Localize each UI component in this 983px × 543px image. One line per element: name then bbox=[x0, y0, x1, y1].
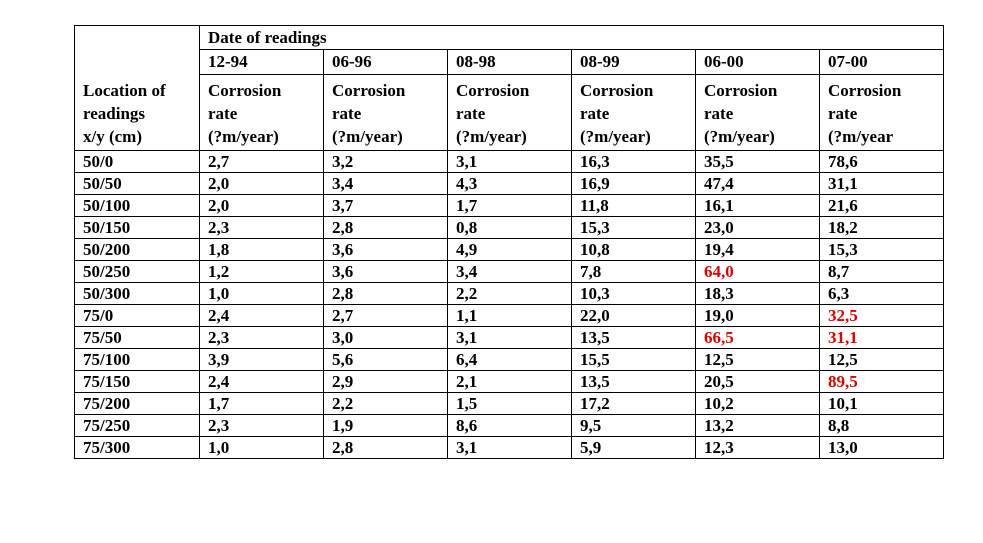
rate-cell: 2,2 bbox=[324, 393, 448, 415]
rate-cell: 2,3 bbox=[200, 217, 324, 239]
highlighted-rate-cell: 32,5 bbox=[820, 305, 944, 327]
rate-cell: 2,7 bbox=[324, 305, 448, 327]
date-of-readings-header: Date of readings bbox=[200, 26, 944, 50]
table-row bbox=[75, 305, 944, 327]
rate-cell: 3,1 bbox=[448, 151, 572, 173]
rate-cell: 2,8 bbox=[324, 217, 448, 239]
rate-cell: 3,2 bbox=[324, 151, 448, 173]
rate-cell: 2,4 bbox=[200, 305, 324, 327]
rate-cell: 16,3 bbox=[572, 151, 696, 173]
rate-cell: 16,1 bbox=[696, 195, 820, 217]
rate-cell: 1,7 bbox=[200, 393, 324, 415]
rate-cell: 10,1 bbox=[820, 393, 944, 415]
rate-cell: 18,2 bbox=[820, 217, 944, 239]
rate-cell: 7,8 bbox=[572, 261, 696, 283]
rate-cell: 1,9 bbox=[324, 415, 448, 437]
rate-cell: 1,0 bbox=[200, 283, 324, 305]
rate-cell: 4,3 bbox=[448, 173, 572, 195]
location-cell: 50/100 bbox=[75, 195, 200, 217]
table-row bbox=[75, 415, 944, 437]
rate-cell: 8,8 bbox=[820, 415, 944, 437]
rate-cell: 5,6 bbox=[324, 349, 448, 371]
rate-cell: 5,9 bbox=[572, 437, 696, 459]
table-row bbox=[75, 261, 944, 283]
rate-cell: 15,3 bbox=[820, 239, 944, 261]
rate-cell: 15,5 bbox=[572, 349, 696, 371]
rate-cell: 12,5 bbox=[696, 349, 820, 371]
corrosion-rate-header-line: rate bbox=[828, 104, 858, 123]
location-cell: 50/300 bbox=[75, 283, 200, 305]
table-row bbox=[75, 195, 944, 217]
rate-cell: 2,8 bbox=[324, 437, 448, 459]
rate-cell: 8,7 bbox=[820, 261, 944, 283]
location-cell: 50/0 bbox=[75, 151, 200, 173]
table-row bbox=[75, 393, 944, 415]
rate-cell: 2,0 bbox=[200, 195, 324, 217]
rate-cell: 17,2 bbox=[572, 393, 696, 415]
corrosion-rate-header-line: (?m/year) bbox=[208, 127, 279, 146]
rate-cell: 13,2 bbox=[696, 415, 820, 437]
rate-cell: 23,0 bbox=[696, 217, 820, 239]
rate-cell: 2,7 bbox=[200, 151, 324, 173]
highlighted-rate-cell: 89,5 bbox=[820, 371, 944, 393]
location-header-line: Location of bbox=[83, 81, 166, 100]
corrosion-rate-header-line: (?m/year) bbox=[580, 127, 651, 146]
rate-cell: 2,3 bbox=[200, 327, 324, 349]
corrosion-rate-header-line: rate bbox=[332, 104, 362, 123]
rate-cell: 35,5 bbox=[696, 151, 820, 173]
rate-cell: 3,7 bbox=[324, 195, 448, 217]
corrosion-rate-header-line: rate bbox=[208, 104, 238, 123]
reading-date-cell: 06-96 bbox=[324, 50, 448, 75]
rate-cell: 9,5 bbox=[572, 415, 696, 437]
rate-cell: 6,3 bbox=[820, 283, 944, 305]
rate-cell: 12,3 bbox=[696, 437, 820, 459]
rate-cell: 8,6 bbox=[448, 415, 572, 437]
rate-cell: 10,8 bbox=[572, 239, 696, 261]
corrosion-rate-header-line: Corrosion bbox=[456, 81, 530, 100]
rate-cell: 3,4 bbox=[448, 261, 572, 283]
corrosion-rate-header-line: Corrosion bbox=[208, 81, 282, 100]
reading-date-cell: 08-99 bbox=[572, 50, 696, 75]
location-cell: 50/50 bbox=[75, 173, 200, 195]
highlighted-rate-cell: 66,5 bbox=[696, 327, 820, 349]
rate-cell: 3,0 bbox=[324, 327, 448, 349]
location-cell: 75/250 bbox=[75, 415, 200, 437]
location-cell: 75/150 bbox=[75, 371, 200, 393]
rate-cell: 3,9 bbox=[200, 349, 324, 371]
location-header-line: readings bbox=[83, 104, 146, 123]
corrosion-rate-header-line: Corrosion bbox=[580, 81, 654, 100]
rate-cell: 21,6 bbox=[820, 195, 944, 217]
location-cell: 50/250 bbox=[75, 261, 200, 283]
reading-date-cell: 06-00 bbox=[696, 50, 820, 75]
corrosion-rate-header-line: (?m/year) bbox=[704, 127, 775, 146]
highlighted-rate-cell: 64,0 bbox=[696, 261, 820, 283]
corrosion-rate-header-line: Corrosion bbox=[332, 81, 406, 100]
table-row bbox=[75, 349, 944, 371]
rate-cell: 2,1 bbox=[448, 371, 572, 393]
corrosion-rate-header-cell bbox=[572, 75, 696, 151]
rate-cell: 2,2 bbox=[448, 283, 572, 305]
rate-cell: 2,0 bbox=[200, 173, 324, 195]
corrosion-rate-header-cell bbox=[324, 75, 448, 151]
corrosion-rate-header-row bbox=[75, 75, 944, 151]
location-cell: 75/300 bbox=[75, 437, 200, 459]
rate-cell: 19,0 bbox=[696, 305, 820, 327]
corrosion-rate-header-cell bbox=[820, 75, 944, 151]
rate-cell: 15,3 bbox=[572, 217, 696, 239]
rate-cell: 0,8 bbox=[448, 217, 572, 239]
reading-date-cell: 08-98 bbox=[448, 50, 572, 75]
rate-cell: 16,9 bbox=[572, 173, 696, 195]
rate-cell: 1,2 bbox=[200, 261, 324, 283]
location-cell: 75/200 bbox=[75, 393, 200, 415]
rate-cell: 22,0 bbox=[572, 305, 696, 327]
rate-cell: 13,0 bbox=[820, 437, 944, 459]
location-cell: 50/200 bbox=[75, 239, 200, 261]
rate-cell: 1,5 bbox=[448, 393, 572, 415]
rate-cell: 47,4 bbox=[696, 173, 820, 195]
rate-cell: 11,8 bbox=[572, 195, 696, 217]
table-row bbox=[75, 437, 944, 459]
highlighted-rate-cell: 31,1 bbox=[820, 327, 944, 349]
rate-cell: 1,0 bbox=[200, 437, 324, 459]
location-cell: 75/100 bbox=[75, 349, 200, 371]
rate-cell: 18,3 bbox=[696, 283, 820, 305]
rate-cell: 78,6 bbox=[820, 151, 944, 173]
location-header-cell bbox=[75, 26, 200, 151]
corrosion-rate-header-cell bbox=[696, 75, 820, 151]
rate-cell: 19,4 bbox=[696, 239, 820, 261]
table-row bbox=[75, 283, 944, 305]
table-row bbox=[75, 371, 944, 393]
table-row bbox=[75, 327, 944, 349]
reading-date-cell: 07-00 bbox=[820, 50, 944, 75]
rate-cell: 2,8 bbox=[324, 283, 448, 305]
corrosion-rate-header-line: (?m/year) bbox=[456, 127, 527, 146]
rate-cell: 2,4 bbox=[200, 371, 324, 393]
corrosion-rate-header-line: (?m/year bbox=[828, 127, 894, 146]
rate-cell: 10,2 bbox=[696, 393, 820, 415]
table-row bbox=[75, 217, 944, 239]
corrosion-rate-header-cell bbox=[200, 75, 324, 151]
corrosion-rate-header-line: (?m/year) bbox=[332, 127, 403, 146]
location-cell: 50/150 bbox=[75, 217, 200, 239]
rate-cell: 10,3 bbox=[572, 283, 696, 305]
corrosion-rate-header-line: Corrosion bbox=[704, 81, 778, 100]
rate-cell: 31,1 bbox=[820, 173, 944, 195]
rate-cell: 2,9 bbox=[324, 371, 448, 393]
location-header-line: x/y (cm) bbox=[83, 127, 143, 146]
rate-cell: 20,5 bbox=[696, 371, 820, 393]
corrosion-readings-table bbox=[74, 25, 944, 459]
corrosion-rate-header-line: Corrosion bbox=[828, 81, 902, 100]
rate-cell: 3,6 bbox=[324, 239, 448, 261]
rate-cell: 3,4 bbox=[324, 173, 448, 195]
rate-cell: 2,3 bbox=[200, 415, 324, 437]
rate-cell: 13,5 bbox=[572, 371, 696, 393]
rate-cell: 4,9 bbox=[448, 239, 572, 261]
date-header-row bbox=[75, 26, 944, 50]
table-row bbox=[75, 173, 944, 195]
location-cell: 75/50 bbox=[75, 327, 200, 349]
rate-cell: 3,1 bbox=[448, 327, 572, 349]
location-cell: 75/0 bbox=[75, 305, 200, 327]
corrosion-rate-header-line: rate bbox=[580, 104, 610, 123]
rate-cell: 13,5 bbox=[572, 327, 696, 349]
corrosion-rate-header-cell bbox=[448, 75, 572, 151]
table-row bbox=[75, 239, 944, 261]
reading-dates-row bbox=[75, 50, 944, 75]
table-row bbox=[75, 151, 944, 173]
corrosion-rate-header-line: rate bbox=[456, 104, 486, 123]
reading-date-cell: 12-94 bbox=[200, 50, 324, 75]
rate-cell: 12,5 bbox=[820, 349, 944, 371]
rate-cell: 3,6 bbox=[324, 261, 448, 283]
rate-cell: 3,1 bbox=[448, 437, 572, 459]
rate-cell: 1,1 bbox=[448, 305, 572, 327]
rate-cell: 1,7 bbox=[448, 195, 572, 217]
corrosion-rate-header-line: rate bbox=[704, 104, 734, 123]
rate-cell: 6,4 bbox=[448, 349, 572, 371]
rate-cell: 1,8 bbox=[200, 239, 324, 261]
